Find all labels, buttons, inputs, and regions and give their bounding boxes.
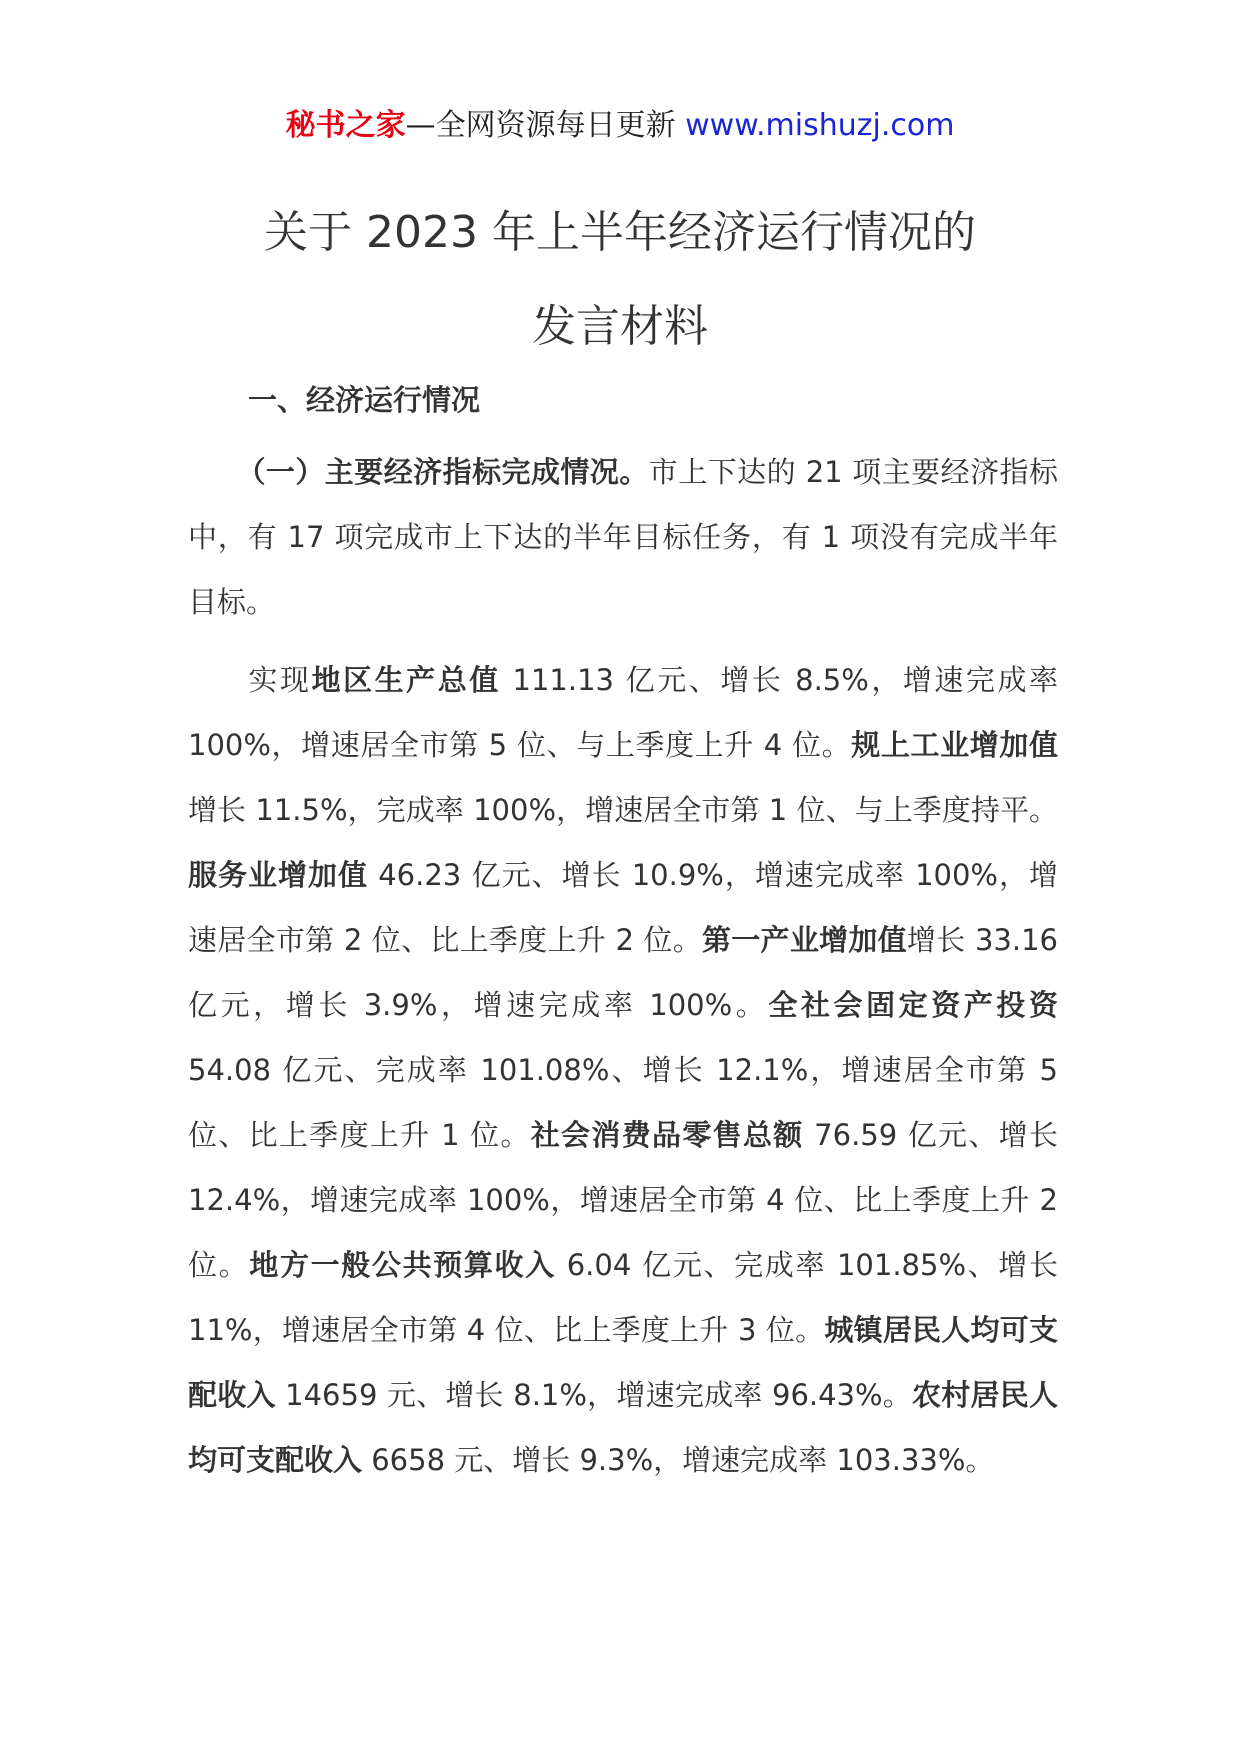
indicator-fixed-asset-investment: 全社会固定资产投资 [768,988,1058,1022]
text-run: 111.13 亿元、增长 8.5%，增速完成率 100%，增速居全市第 5 位、与上季度上升 4 位。 [188,663,1058,762]
indicator-service-value: 服务业增加值 [188,858,369,892]
text-run: 54.08 亿元、完成率 101.08%、增长 12.1%，增速居全市第 5 位、比上季度上升 1 位。 [188,1053,1058,1152]
indicator-public-budget-revenue: 地方一般公共预算收入 [249,1248,556,1282]
document-title-line2: 发言材料 [532,301,708,352]
text-run: 76.59 亿元、增长 12.4%，增速完成率 100%，增速居全市第 4 位、比上季度上升 2 位。 [188,1118,1058,1282]
indicator-gdp: 地区生产总值 [311,663,501,697]
indicator-industrial-value: 规上工业增加值 [851,728,1058,762]
text-run: 增长 11.5%，完成率 100%，增速居全市第 1 位、与上季度持平。 [188,793,1058,827]
text-run: 6.04 亿元、完成率 101.85%、增长 11%，增速居全市第 4 位、比上季度上升 3 位。 [188,1248,1058,1347]
banner-brand: 秘书之家 [285,108,406,143]
paragraph-lead: （一）主要经济指标完成情况。 [236,455,649,489]
banner-slogan: —全网资源每日更新 [405,108,686,143]
indicator-urban-income: 城镇居民人均可支配收入 [188,1313,1058,1412]
indicator-retail-sales: 社会消费品零售总额 [530,1118,804,1152]
section-heading: 一、经济运行情况 [248,383,481,417]
text-run: 实现 [246,663,312,697]
paragraph-indicators-detail [188,648,1058,1493]
text-run: 14659 元、增长 8.1%，增速完成率 96.43%。 [275,1378,913,1412]
document-title-line1: 关于 2023 年上半年经济运行情况的 [264,207,976,258]
text-run: 46.23 亿元、增长 10.9%，增速完成率 100%，增速居全市第 2 位、比上季度上升 2 位。 [188,858,1058,957]
banner-url[interactable]: www.mishuzj.com [685,108,955,143]
text-run: 6658 元、增长 9.3%，增速完成率 103.33%。 [362,1443,995,1477]
paragraph-indicators-summary [188,440,1058,635]
indicator-primary-industry: 第一产业增加值 [702,923,907,957]
paragraph-text: 市上下达的 21 项主要经济指标中，有 17 项完成市上下达的半年目标任务，有 1 项没有完成半年目标。 [188,455,1058,619]
site-banner [0,104,1240,148]
text-run: 增长 33.16 亿元，增长 3.9%，增速完成率 100%。 [188,923,1058,1022]
indicator-rural-income: 农村居民人均可支配收入 [188,1378,1058,1477]
